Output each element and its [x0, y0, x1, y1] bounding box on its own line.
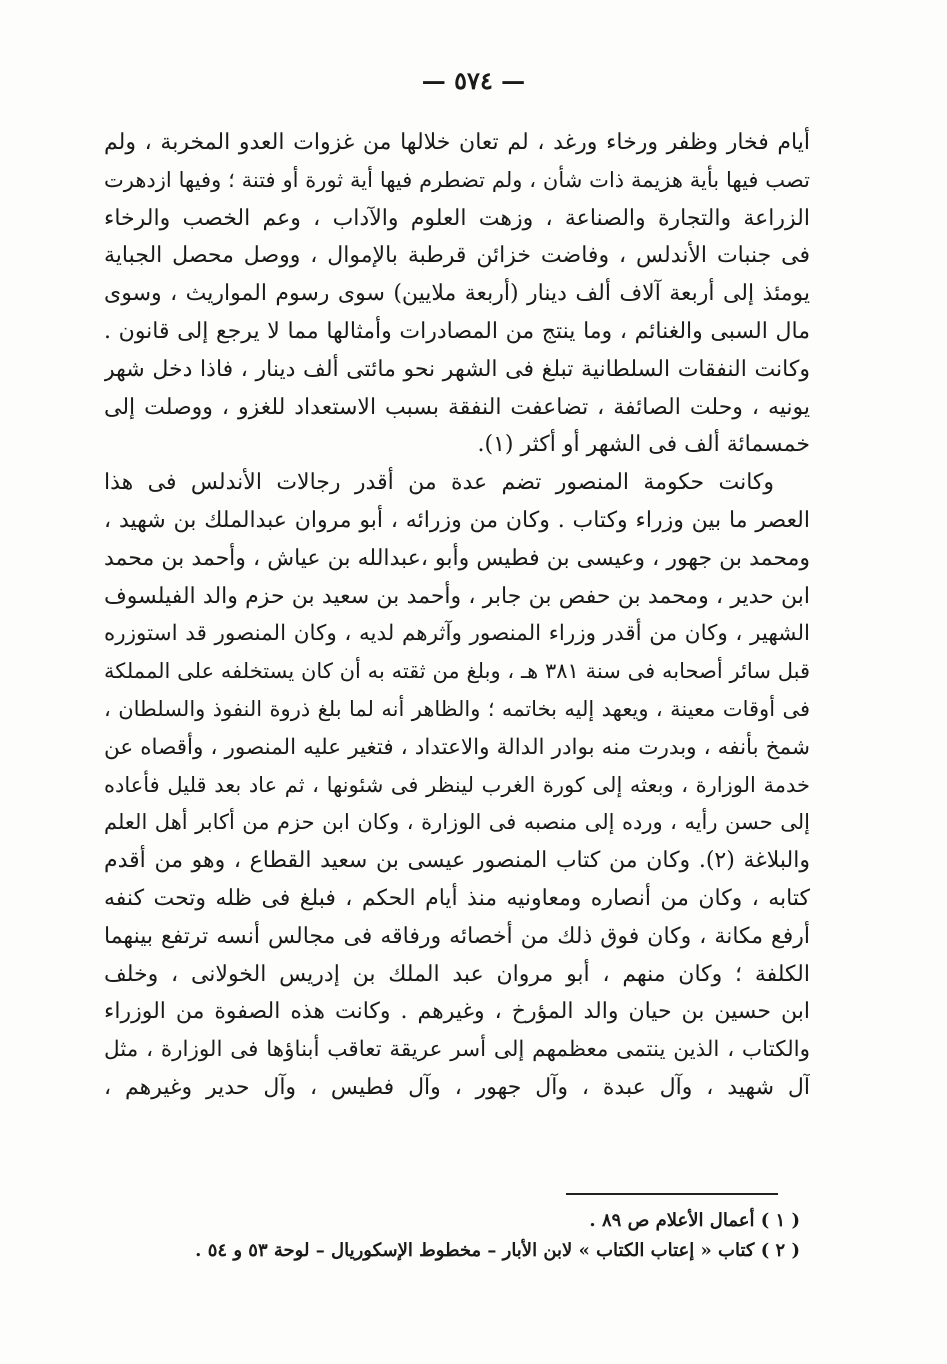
paragraph-1 — [104, 124, 810, 464]
text-line: وكانت حكومة المنصور تضم عدة من أقدر رجالات الأندلس فى هذا — [104, 470, 774, 496]
paragraph-2 — [104, 464, 810, 1107]
text-line: وكانت النفقات السلطانية تبلغ فى الشهر نحو مائتى ألف دينار ، فاذا دخل شهر — [104, 356, 810, 382]
text-line: فى أوقات معينة ، ويعهد إليه بخاتمه ؛ والظاهر أنه لما بلغ ذروة النفوذ والسلطان ، — [104, 696, 810, 721]
text-line: قبل سائر أصحابه فى سنة ٣٨١ هـ ، وبلغ من ثقته به أن كان يستخلفه على المملكة — [104, 659, 810, 684]
text-line: ابن حدير ، ومحمد بن حفص بن جابر ، وأحمد بن سعيد بن حزم والد الفيلسوف — [104, 583, 810, 609]
text-line: خمسمائة ألف فى الشهر أو أكثر (١). — [477, 432, 810, 458]
text-line: العصر ما بين وزراء وكتاب . وكان من وزرائه ، أبو مروان عبدالملك بن شهيد ، — [104, 507, 810, 533]
text-line: الكلفة ؛ وكان منهم ، أبو مروان عبد الملك بن إدريس الخولانى ، وخلف — [104, 961, 810, 987]
text-line: الشهير ، وكان من أقدر وزراء المنصور وآثرهم لديه ، وكان المنصور قد استوزره — [104, 621, 810, 647]
text-line: كتابه ، وكان من أنصاره ومعاونيه منذ أيام الحكم ، فبلغ فى ظله وتحت كنفه — [104, 885, 810, 911]
text-line: والكتاب ، الذين ينتمى معظمهم إلى أسر عريقة تعاقب أبناؤها فى الوزارة ، مثل — [104, 1037, 810, 1063]
footnote-divider — [566, 1193, 778, 1195]
text-line: الزراعة والتجارة والصناعة ، وزهت العلوم والآداب ، وعم الخصب والرخاء — [104, 205, 810, 231]
text-line: يومئذ إلى أربعة آلاف ألف دينار (أربعة ملايين) سوى رسوم المواريث ، وسوى — [104, 281, 810, 307]
text-line: ابن حسين بن حيان والد المؤرخ ، وغيرهم . وكانت هذه الصفوة من الوزراء — [104, 999, 810, 1025]
text-line: تصب فيها بأية هزيمة ذات شأن ، ولم تضطرم فيها أية ثورة أو فتنة ؛ وفيها ازدهرت — [104, 167, 810, 192]
text-line: أيام فخار وظفر ورخاء ورغد ، لم تعان خلالها من غزوات العدو المخربة ، ولم — [104, 130, 810, 155]
text-line: أرفع مكانة ، وكان فوق ذلك من أخصائه ورفاقه فى مجالس أنسه ترتفع بينهما — [104, 923, 810, 949]
body-text — [104, 124, 810, 1107]
text-line: ومحمد بن جهور ، وعيسى بن فطيس وأبو ،عبدالله بن عياش ، وأحمد بن محمد — [104, 545, 810, 571]
text-line: مال السبى والغنائم ، وما ينتج من المصادرات وأمثالها مما لا يرجع إلى قانون . — [104, 318, 810, 344]
page-number: — ٥٧٤ — — [421, 66, 526, 95]
text-line: يونيه ، وحلت الصائفة ، تضاعفت النفقة بسبب الاستعداد للغزو ، ووصلت إلى — [104, 394, 810, 420]
text-line: فى جنبات الأندلس ، وفاضت خزائن قرطبة بالإموال ، ووصل محصل الجباية — [104, 243, 810, 269]
text-line: آل شهيد ، وآل عبدة ، وآل جهور ، وآل فطيس ، وآل حدير وغيرهم ، — [104, 1074, 810, 1100]
text-line: شمخ بأنفه ، وبدرت منه بوادر الدالة والاعتداد ، فتغير عليه المنصور ، وأقصاه عن — [104, 734, 810, 760]
footnote-2: ( ٢ ) كتاب « إعتاب الكتاب » لابن الأبار – مخطوط الإسكوريال – لوحة ٥٣ و ٥٤ . — [195, 1240, 800, 1261]
text-line: خدمة الوزارة ، وبعثه إلى كورة الغرب لينظر فى شئونها ، ثم عاد بعد قليل فأعاده — [104, 772, 810, 797]
footnote-1: ( ١ ) أعمال الأعلام ص ٨٩ . — [589, 1210, 800, 1231]
footnotes — [100, 1206, 800, 1266]
text-line: إلى حسن رأيه ، ورده إلى منصبه فى الوزارة ، وكان ابن حزم من أكابر أهل العلم — [104, 810, 810, 835]
text-line: والبلاغة (٢). وكان من كتاب المنصور عيسى بن سعيد القطاع ، وهو من أقدم — [104, 848, 810, 874]
